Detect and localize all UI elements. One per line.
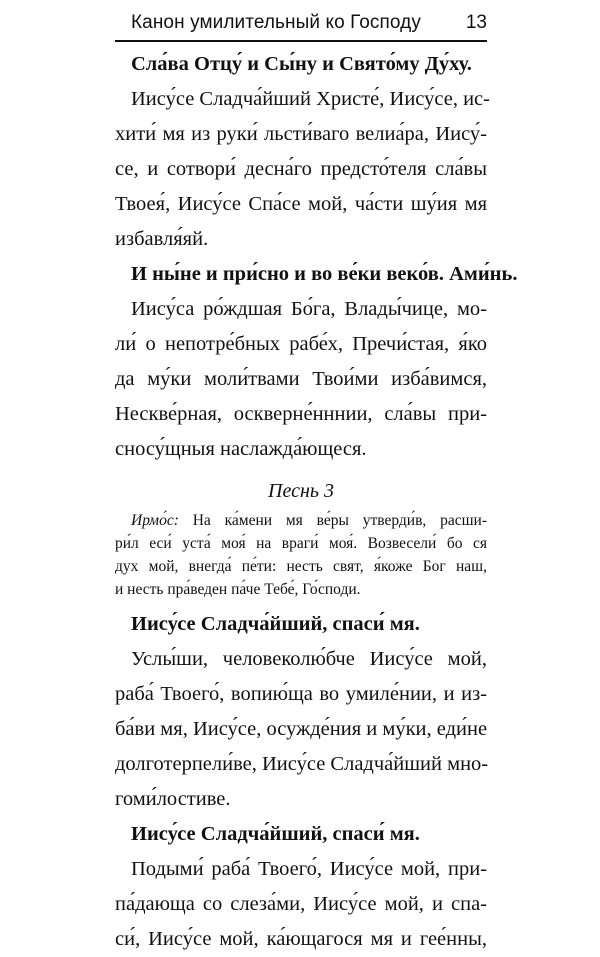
song-title: Песнь 3 — [268, 480, 334, 502]
text-line: Подыми́ раба́ Твоего́, Иису́се мой, при- — [131, 858, 487, 880]
text-line: гоми́лостиве. — [115, 788, 231, 810]
text-line: да му́ки моли́твами Твои́ми изба́вимся, — [115, 368, 487, 390]
text-line: па́дающа со слеза́ми, Иису́се мой, и спа- — [115, 893, 487, 915]
text-line: долготерпели́ве, Иису́се Сладча́йший мно- — [115, 753, 489, 775]
text-line: избавля́яй. — [115, 228, 209, 250]
heading-line: Сла́ва Отцу́ и Сы́ну и Свято́му Ду́ху. — [131, 53, 472, 75]
heading-line: И ны́не и при́сно и во ве́ки веко́в. Ами́нь. — [131, 263, 518, 285]
irmos-line — [115, 509, 487, 532]
irmos-line-text: На ка́мени мя ве́ры утверди́в, расши- — [192, 512, 487, 529]
text-line: хити́ мя из руки́ льсти́ваго велиа́ра, Иису́- — [115, 123, 487, 145]
irmos-line: ри́л еси́ уста́ моя́ на враги́ моя́. Возвесели́ бо ся — [115, 535, 487, 552]
text-block-1 — [115, 47, 518, 467]
heading-line: Иису́се Сладча́йший, спаси́ мя. — [131, 823, 420, 845]
text-line: ба́ви мя, Иису́се, осужде́ния и му́ки, еди́не — [115, 718, 488, 740]
irmos-line: и несть пра́веден па́че Тебе́, Го́споди. — [115, 581, 361, 598]
header-rule — [115, 40, 487, 42]
text-line: се, и сотвори́ десна́го предсто́теля сла́вы — [115, 158, 487, 180]
page-body — [115, 47, 518, 957]
text-line: си́, Иису́се мой, ка́ющагося мя и гее́нны, — [115, 928, 487, 950]
text-line: раба́ Твоего́, вопию́ща во умиле́нии, и из- — [115, 683, 487, 705]
text-line: Иису́са ро́ждшая Бо́га, Влады́чице, мо- — [131, 298, 487, 320]
irmos-label: Ирмо́с: — [131, 512, 179, 529]
text-line: сносу́щныя наслажда́ющеся. — [115, 438, 367, 460]
text-block-2 — [115, 607, 487, 957]
text-line: Услы́ши, человеколю́бче Иису́се мой, — [131, 648, 487, 670]
running-title: Канон умилительный ко Господу — [131, 12, 421, 33]
text-line: Иису́се Сладча́йший Христе́, Иису́се, ис- — [131, 88, 490, 110]
page-header — [115, 8, 487, 38]
irmos-block — [115, 509, 487, 601]
heading-line: Иису́се Сладча́йший, спаси́ мя. — [131, 613, 420, 635]
text-line: Нескве́рная, оскверне́нннии, сла́вы при- — [115, 403, 487, 425]
text-line: ли́ о непотре́бных рабе́х, Пречи́стая, я́ко — [115, 333, 487, 355]
irmos-line: дух мой, внегда́ пе́ти: несть свят, я́коже Бог наш, — [115, 558, 487, 575]
text-line: Твоея́, Иису́се Спа́се мой, ча́сти шу́ия мя — [115, 193, 487, 215]
page-number: 13 — [465, 12, 487, 33]
